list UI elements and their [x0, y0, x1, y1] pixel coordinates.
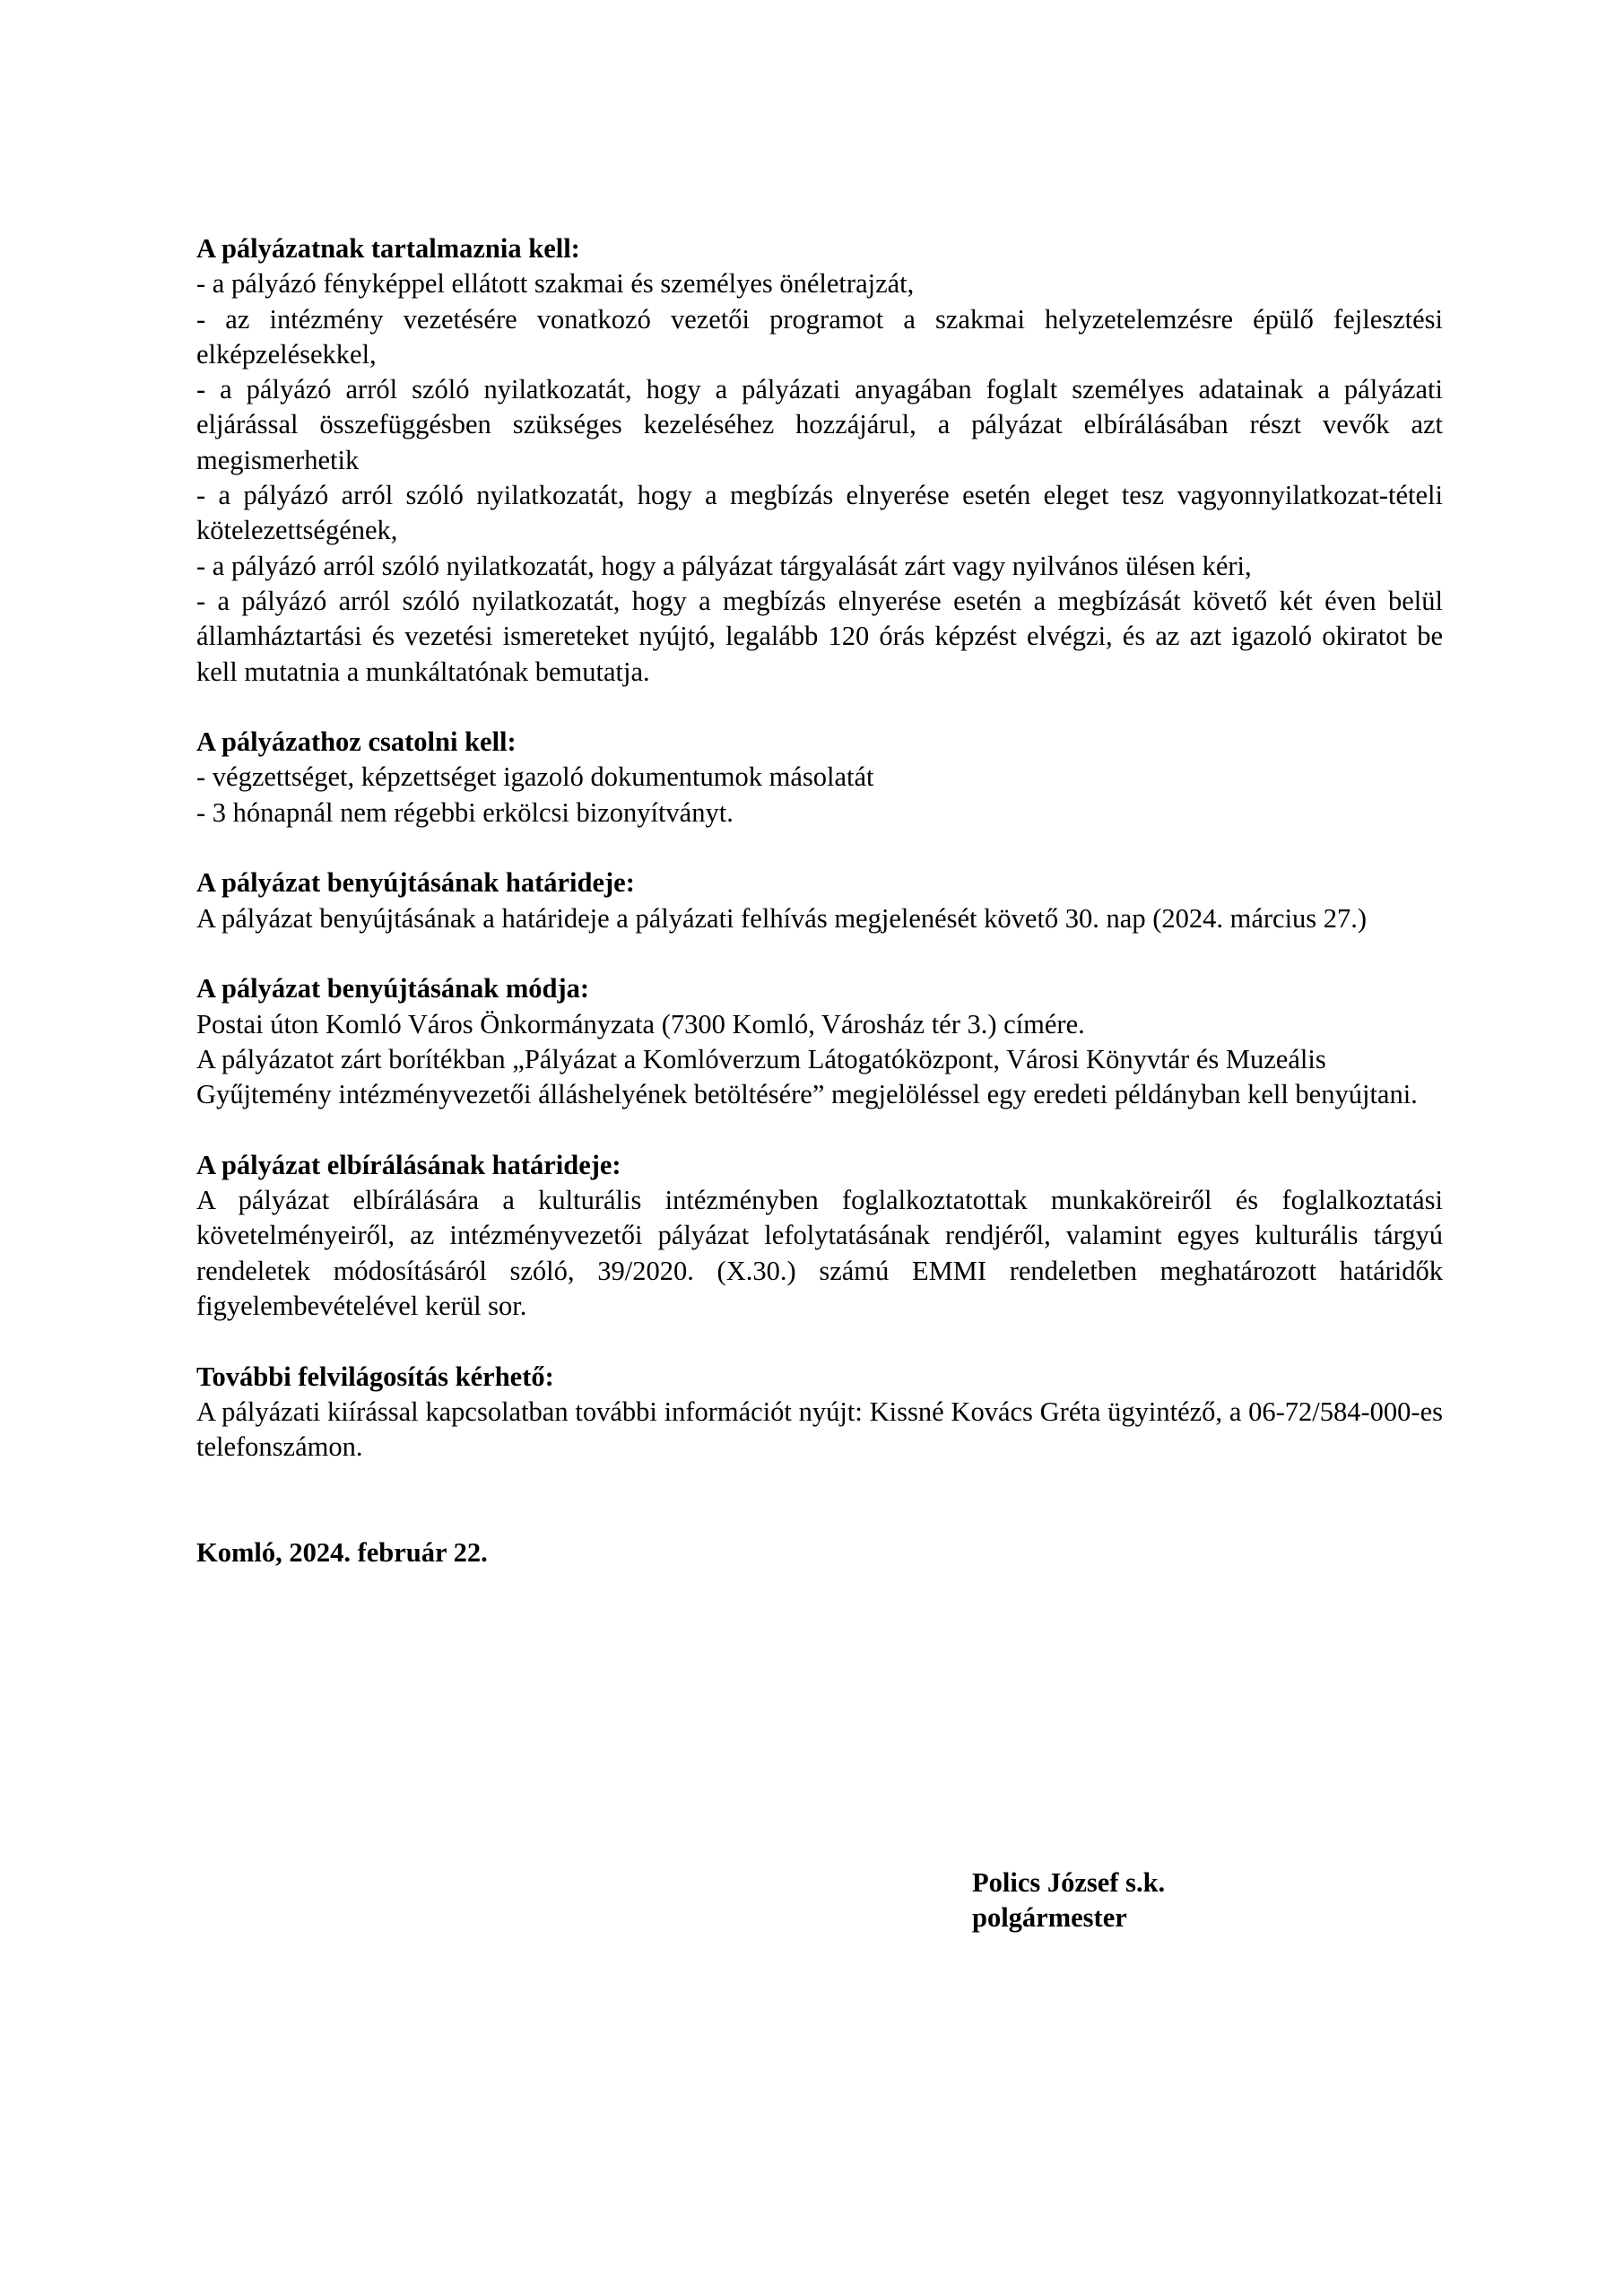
- content-item-1: - a pályázó fényképpel ellátott szakmai és személyes önéletrajzát,: [196, 268, 915, 300]
- evaluation-text: A pályázat elbírálására a kulturális intézményben foglalkoztatottak munkaköreiről és foglalkoztatási követelményeiről, az intézményvezetői pályázat lefolytatásának rendjéről, valamint egyes kulturális tárgyú rendeletek módosításáról szóló, 39/2020. (X.30.) számú EMMI rendeletben meghatározott határidők figyelembevételével kerül sor.: [196, 1185, 1443, 1321]
- method-line-1: Postai úton Komló Város Önkormányzata (7300 Komló, Városház tér 3.) címére.: [196, 1008, 1085, 1039]
- spacer: [196, 1465, 1443, 1535]
- section-heading-info: További felvilágosítás kérhető:: [196, 1361, 554, 1392]
- attachment-item-2: - 3 hónapnál nem régebbi erkölcsi bizonyítványt.: [196, 796, 734, 828]
- spacer: [196, 936, 1443, 971]
- content-item-4: - a pályázó arról szóló nyilatkozatát, hogy a megbízás elnyerése esetén eleget tesz vagyonnyilatkozat-tételi kötelezettségének,: [196, 480, 1443, 546]
- spacer: [196, 831, 1443, 865]
- section-heading-attachments: A pályázathoz csatolni kell:: [196, 726, 517, 758]
- content-item-6: - a pályázó arról szóló nyilatkozatát, hogy a megbízás elnyerése esetén a megbízását követő két éven belül államháztartási és vezetési ismereteket nyújtó, legalább 120 órás képzést elvégzi, és az azt igazoló okiratot be kell mutatnia a munkáltatónak bemutatja.: [196, 585, 1443, 687]
- spacer: [196, 1112, 1443, 1147]
- spacer: [196, 690, 1443, 725]
- deadline-text: A pályázat benyújtásának a határideje a pályázati felhívás megjelenését követő 30. nap (2024. március 27.): [196, 902, 1368, 934]
- content-item-5: - a pályázó arról szóló nyilatkozatát, hogy a pályázat tárgyalását zárt vagy nyilvános ülésen kéri,: [196, 550, 1252, 581]
- content-item-3: - a pályázó arról szóló nyilatkozatát, hogy a pályázati anyagában foglalt személyes adatainak a pályázati eljárással összefüggésben szükséges kezeléséhez hozzájárul, a pályázat elbírálásában részt vevők azt megismerhetik: [196, 374, 1443, 475]
- document-body: [196, 231, 1443, 1570]
- section-heading-content: A pályázatnak tartalmaznia kell:: [196, 233, 580, 264]
- section-heading-method: A pályázat benyújtásának módja:: [196, 973, 590, 1004]
- signature-block: [972, 1866, 1165, 1936]
- section-heading-deadline: A pályázat benyújtásának határideje:: [196, 867, 635, 899]
- info-text: A pályázati kiírással kapcsolatban további információt nyújt: Kissné Kovács Gréta ügyintéző, a 06-72/584-000-es telefonszámon.: [196, 1396, 1443, 1463]
- signature-title: polgármester: [972, 1902, 1127, 1934]
- spacer: [196, 1324, 1443, 1359]
- section-heading-evaluation: A pályázat elbírálásának határideje:: [196, 1149, 621, 1180]
- method-line-2: A pályázatot zárt borítékban „Pályázat a Komlóverzum Látogatóközpont, Városi Könyvtár és Muzeális Gyűjtemény intézményvezetői álláshelyének betöltésére” megjelöléssel egy eredeti példányban kell benyújtani.: [196, 1043, 1418, 1110]
- content-item-2: - az intézmény vezetésére vonatkozó vezetői programot a szakmai helyzetelemzésre épülő fejlesztési elképzelésekkel,: [196, 303, 1443, 370]
- attachment-item-1: - végzettséget, képzettséget igazoló dokumentumok másolatát: [196, 761, 874, 793]
- signature-name: Polics József s.k.: [972, 1867, 1166, 1898]
- place-date: Komló, 2024. február 22.: [196, 1536, 488, 1568]
